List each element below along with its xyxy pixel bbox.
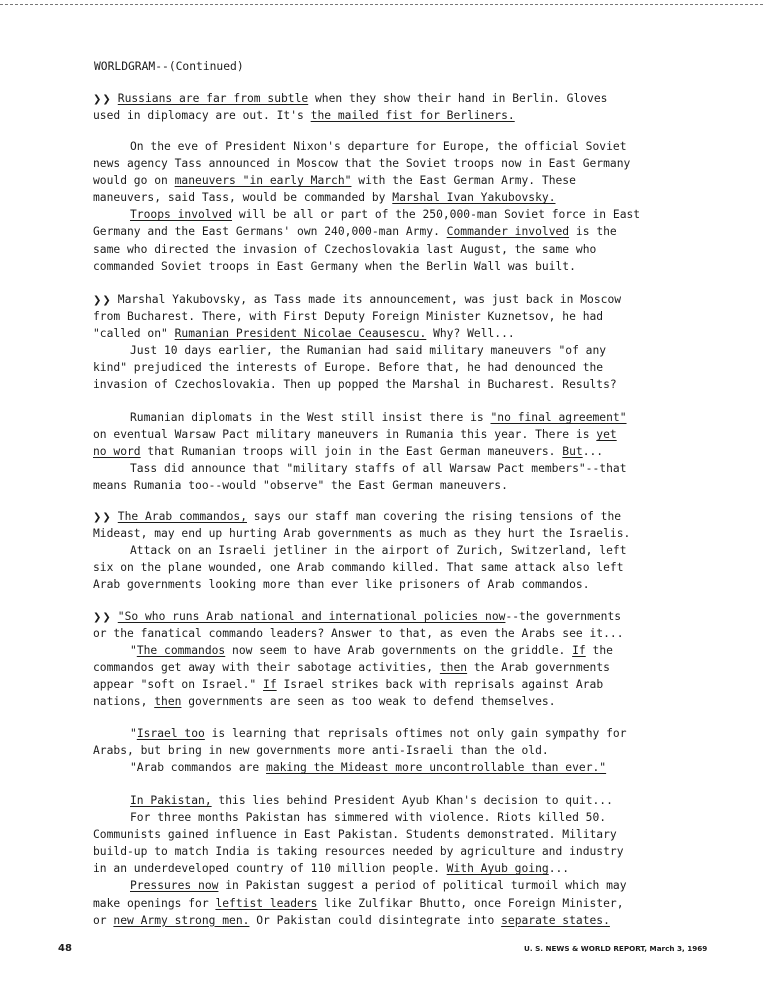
text: "called on" [93,327,175,341]
text-line [93,291,693,308]
text-line: six on the plane wounded, one Arab commando killed. That same attack also left [93,561,624,575]
text-line [93,659,693,676]
text: when they show their hand in Berlin. Gloves [308,92,608,105]
text-line: Tass did announce that "military staffs of all Warsaw Pact members"--that [130,462,627,476]
underlined-phrase: yet [596,428,617,442]
page-heading: WORLDGRAM--(Continued) [94,60,244,73]
underlined-phrase: leftist leaders [215,896,318,910]
text: on eventual Warsaw Pact military maneuvers in Rumania this year. There is [93,428,597,442]
text: says our staff man covering the rising tensions of the [247,510,622,523]
section-tass-announcement [93,138,693,275]
underlined-phrase: Rumanian President Nicolae Ceausescu. [174,327,427,341]
text: Marshal Yakubovsky, as Tass made its announcement, was just back in Moscow [117,293,622,306]
text-line: build-up to match India is taking resources needed by agriculture and industry [93,845,624,859]
double-chevron-icon: ❯❯ [93,295,112,306]
text: in Pakistan suggest a period of political turmoil which may [218,879,627,893]
underlined-phrase: The commandos [136,644,226,658]
section-russians-berlin [93,90,693,124]
section-israel-reprisals [93,725,693,776]
text-line: same who directed the invasion of Czechoslovakia last August, the same who [93,242,597,256]
text-line: Attack on an Israeli jetliner in the airport of Zurich, Switzerland, left [130,544,627,558]
underlined-phrase: With Ayub going [446,862,549,876]
text-line: from Bucharest. There, with First Deputy Foreign Minister Kuznetsov, he had [93,310,604,324]
text-line [93,877,693,894]
underlined-phrase: Troops involved [130,208,233,222]
text: " [130,727,137,740]
text: the [585,644,613,658]
section-who-runs-arab-policies [93,608,693,711]
section-rumanian-diplomats [93,409,693,494]
text-line [93,693,693,710]
publication-credit: U. S. NEWS & WORLD REPORT, March 3, 1969 [524,944,708,953]
text-line [93,172,693,189]
section-pakistan [93,792,693,929]
text: or [93,913,114,927]
underlined-phrase: Israel too [136,727,205,740]
text-line: kind" prejudiced the interests of Europe. Before that, he had denounced the [93,361,604,375]
text-line [93,223,693,240]
section-yakubovsky-bucharest [93,291,693,394]
text-line [93,676,693,693]
underlined-phrase: If [263,678,277,692]
text: with the East German Army. These [351,174,576,188]
text-line: or the fanatical commando leaders? Answer to that, as even the Arabs see it... [93,627,624,641]
text: used in diplomacy are out. It's [93,109,311,123]
double-chevron-icon: ❯❯ [93,612,112,623]
underlined-phrase: the mailed fist for Berliners. [310,109,515,123]
text: commandos get away with their sabotage activities, [93,661,440,675]
underlined-phrase: separate states. [501,913,610,927]
text-line [93,206,693,223]
text-line: news agency Tass announced in Moscow that the Soviet troops now in East Germany [93,157,631,171]
text: " [130,644,137,658]
text: "Arab commandos are [130,761,267,775]
text-line [93,792,693,809]
underlined-phrase: then [439,661,468,675]
text: will be all or part of the 250,000-man Soviet force in East [232,208,641,222]
text: would go on [93,174,175,188]
text: ... [548,862,570,876]
text-line: For three months Pakistan has simmered with violence. Riots killed 50. [130,811,607,825]
underlined-phrase: Pressures now [130,879,219,893]
text: appear "soft on Israel." [93,678,264,692]
text-line [93,107,693,124]
text-line: commanded Soviet troops in East Germany when the Berlin Wall was built. [93,259,576,273]
text-line: Communists gained influence in East Pakistan. Students demonstrated. Military [93,828,617,842]
text-line [93,725,693,742]
text: Israel strikes back with reprisals against Arab [276,678,604,692]
text: is the [569,225,617,239]
text: Rumanian diplomats in the West still insist there is [130,411,491,424]
text-line: Arab governments looking more than ever like prisoners of Arab commandos. [93,578,590,592]
text: nations, [93,695,155,709]
text: Or Pakistan could disintegrate into [249,913,502,927]
underlined-phrase: In Pakistan, [130,794,212,807]
text-line [93,508,693,525]
text: is learning that reprisals oftimes not only gain sympathy for [204,727,627,740]
page-number: 48 [58,943,72,954]
text-line: On the eve of President Nixon's departure for Europe, the official Soviet [130,140,627,153]
text-line [93,90,693,107]
text-line [93,759,693,776]
text-line [93,325,693,342]
underlined-phrase: Commander involved [446,225,570,239]
text: in an underdeveloped country of 110 million people. [93,862,447,876]
text-line [93,895,693,912]
underlined-phrase: But [562,445,583,459]
text: make openings for [93,896,216,910]
underlined-phrase: maneuvers "in early March" [174,174,352,188]
text: governments are seen as too weak to defend themselves. [181,695,556,709]
text-line [93,642,693,659]
text: maneuvers, said Tass, would be commanded by [93,191,393,205]
text-line: invasion of Czechoslovakia. Then up popped the Marshal in Bucharest. Results? [93,378,617,392]
text-line [93,426,693,443]
text-line [93,860,693,877]
text-line: Mideast, may end up hurting Arab governments as much as they hurt the Israelis. [93,527,631,541]
underlined-phrase: no word [93,445,141,459]
text: this lies behind President Ayub Khan's decision to quit... [211,794,613,807]
underlined-phrase: If [572,644,586,658]
underlined-phrase: making the Mideast more uncontrollable than ever." [266,761,607,775]
underlined-phrase: Marshal Ivan Yakubovsky. [392,191,556,205]
text-line [93,912,693,929]
underlined-phrase: Russians are far from subtle [117,92,309,105]
text-line: Just 10 days earlier, the Rumanian had said military maneuvers "of any [130,344,607,358]
text-line: means Rumania too--would "observe" the East German maneuvers. [93,479,508,493]
text: like Zulfikar Bhutto, once Foreign Minister, [317,896,624,910]
text: --the governments [505,610,622,623]
underlined-phrase: "So who runs Arab national and international policies now [117,610,506,623]
double-chevron-icon: ❯❯ [93,512,112,523]
text-line [93,409,693,426]
text: now seem to have Arab governments on the griddle. [225,644,573,658]
underlined-phrase: "no final agreement" [490,411,627,424]
text-line [93,189,693,206]
text: Germany and the East Germans' own 240,000-man Army. [93,225,447,239]
double-chevron-icon: ❯❯ [93,94,112,105]
section-arab-commandos [93,508,693,593]
text: the Arab governments [467,661,610,675]
text-line: Arabs, but bring in new governments more anti-Israeli than the old. [93,744,549,758]
text: that Rumanian troops will join in the East German maneuvers. [140,445,563,459]
text: ... [582,445,604,459]
text-line [93,443,693,460]
underlined-phrase: The Arab commandos, [117,510,247,523]
text-line [93,608,693,625]
underlined-phrase: then [154,695,182,709]
top-rule [0,4,763,5]
underlined-phrase: new Army strong men. [113,913,250,927]
text: Why? Well... [426,327,515,341]
